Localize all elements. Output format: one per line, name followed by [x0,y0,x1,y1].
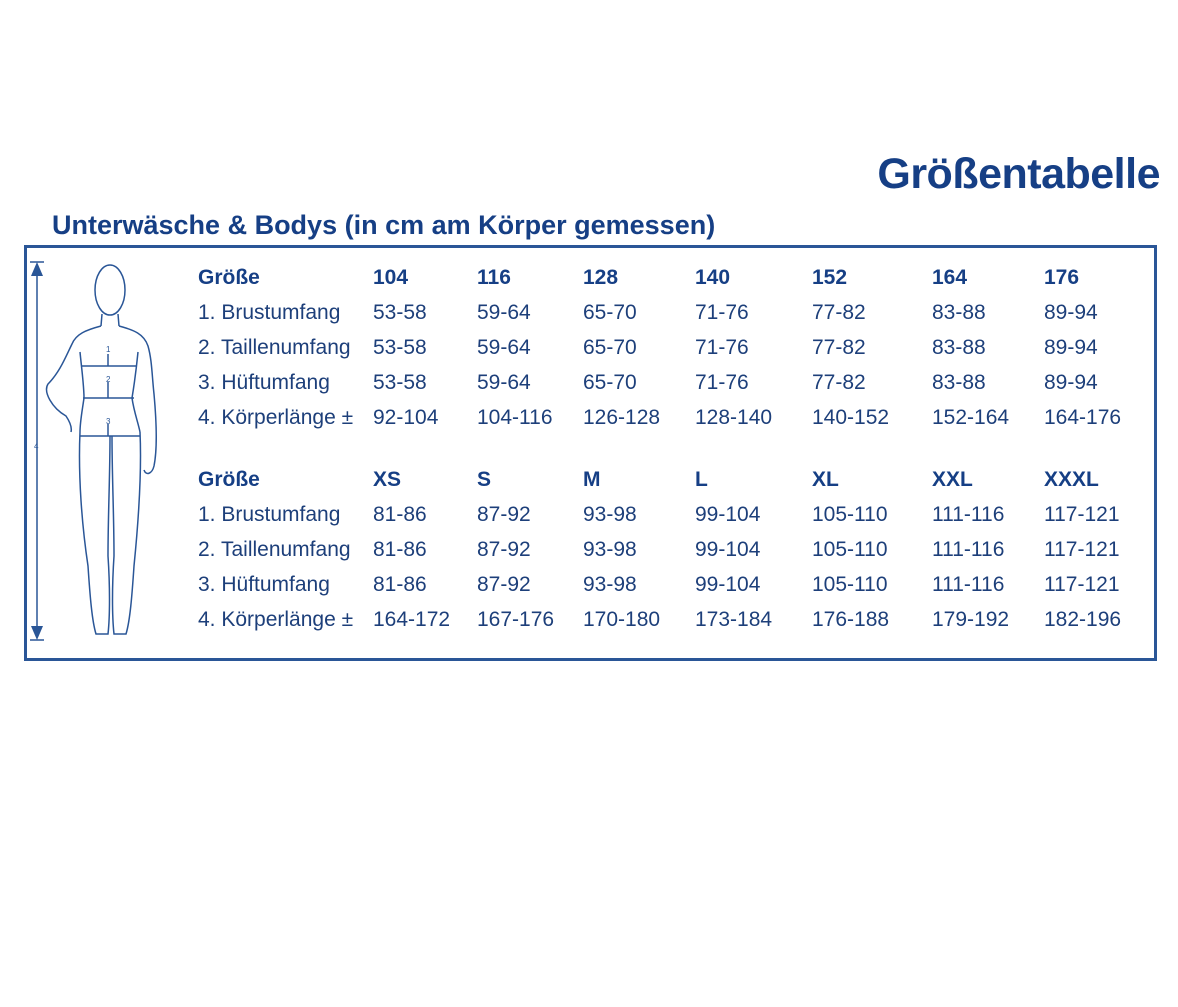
cell-value: 164-176 [1044,405,1122,429]
cell-value: 53-58 [373,300,427,324]
row-label: 1. Brustumfang [198,300,341,324]
size-header: XL [812,467,839,491]
size-header: XXL [932,467,973,491]
table-row [198,295,1156,330]
cell-value: 93-98 [583,537,637,561]
cell-value: 71-76 [695,335,749,359]
marker-3-label: 3 [106,417,111,426]
marker-1-label: 1 [106,345,111,354]
table-header-row [198,260,1156,295]
cell-value: 59-64 [477,300,531,324]
cell-value: 71-76 [695,370,749,394]
cell-value: 104-116 [477,405,553,429]
cell-value: 128-140 [695,405,773,429]
table-subtitle: Unterwäsche & Bodys (in cm am Körper gemessen) [52,210,716,240]
cell-value: 93-98 [583,502,637,526]
row-label: 2. Taillenumfang [198,335,351,359]
size-header: 164 [932,265,968,289]
table-row [198,497,1156,532]
cell-value: 81-86 [373,572,427,596]
row-label: 4. Körperlänge ± [198,405,354,429]
cell-value: 126-128 [583,405,661,429]
cell-value: 111-116 [932,537,1005,561]
cell-value: 89-94 [1044,370,1098,394]
cell-value: 164-172 [373,607,451,631]
cell-value: 117-121 [1044,572,1120,596]
cell-value: 170-180 [583,607,661,631]
cell-value: 105-110 [812,502,888,526]
cell-value: 173-184 [695,607,773,631]
cell-value: 182-196 [1044,607,1122,631]
cell-value: 81-86 [373,502,427,526]
cell-value: 99-104 [695,572,761,596]
size-header: 140 [695,265,731,289]
size-table-children [198,260,1156,435]
cell-value: 140-152 [812,405,890,429]
cell-value: 89-94 [1044,335,1098,359]
size-header: 176 [1044,265,1080,289]
marker-2-label: 2 [106,375,111,384]
row-label: 4. Körperlänge ± [198,607,354,631]
cell-value: 179-192 [932,607,1010,631]
cell-value: 111-116 [932,502,1005,526]
cell-value: 117-121 [1044,537,1120,561]
cell-value: 105-110 [812,537,888,561]
table-row [198,365,1156,400]
table-row [198,567,1156,602]
cell-value: 105-110 [812,572,888,596]
cell-value: 77-82 [812,335,866,359]
cell-value: 71-76 [695,300,749,324]
cell-value: 111-116 [932,572,1005,596]
row-label: 1. Brustumfang [198,502,341,526]
cell-value: 65-70 [583,335,637,359]
size-header: S [477,467,492,491]
header-label: Größe [198,265,260,289]
cell-value: 87-92 [477,537,531,561]
cell-value: 152-164 [932,405,1010,429]
size-header: 104 [373,265,409,289]
cell-value: 65-70 [583,300,637,324]
cell-value: 77-82 [812,300,866,324]
row-label: 2. Taillenumfang [198,537,351,561]
cell-value: 99-104 [695,537,761,561]
cell-value: 59-64 [477,370,531,394]
size-header: 152 [812,265,848,289]
cell-value: 93-98 [583,572,637,596]
cell-value: 92-104 [373,405,439,429]
table-row [198,602,1156,637]
row-label: 3. Hüftumfang [198,370,330,394]
cell-value: 167-176 [477,607,555,631]
size-header: XS [373,467,402,491]
cell-value: 65-70 [583,370,637,394]
marker-4-label: 4 [34,442,39,451]
table-header-row [198,462,1156,497]
row-label: 3. Hüftumfang [198,572,330,596]
size-header: M [583,467,601,491]
cell-value: 53-58 [373,335,427,359]
table-row [198,400,1156,435]
body-measurement-figure-icon [26,256,176,656]
cell-value: 176-188 [812,607,890,631]
cell-value: 83-88 [932,370,986,394]
cell-value: 81-86 [373,537,427,561]
page-title: Größentabelle [877,150,1160,198]
size-header: 116 [477,265,511,289]
cell-value: 87-92 [477,572,531,596]
size-table-adults [198,462,1156,637]
size-header: XXXL [1044,467,1099,491]
size-header: 128 [583,265,619,289]
size-header: L [695,467,708,491]
table-row [198,532,1156,567]
table-row [198,330,1156,365]
cell-value: 83-88 [932,300,986,324]
cell-value: 53-58 [373,370,427,394]
cell-value: 77-82 [812,370,866,394]
cell-value: 83-88 [932,335,986,359]
cell-value: 99-104 [695,502,761,526]
cell-value: 89-94 [1044,300,1098,324]
cell-value: 87-92 [477,502,531,526]
header-label: Größe [198,467,260,491]
cell-value: 59-64 [477,335,531,359]
cell-value: 117-121 [1044,502,1120,526]
